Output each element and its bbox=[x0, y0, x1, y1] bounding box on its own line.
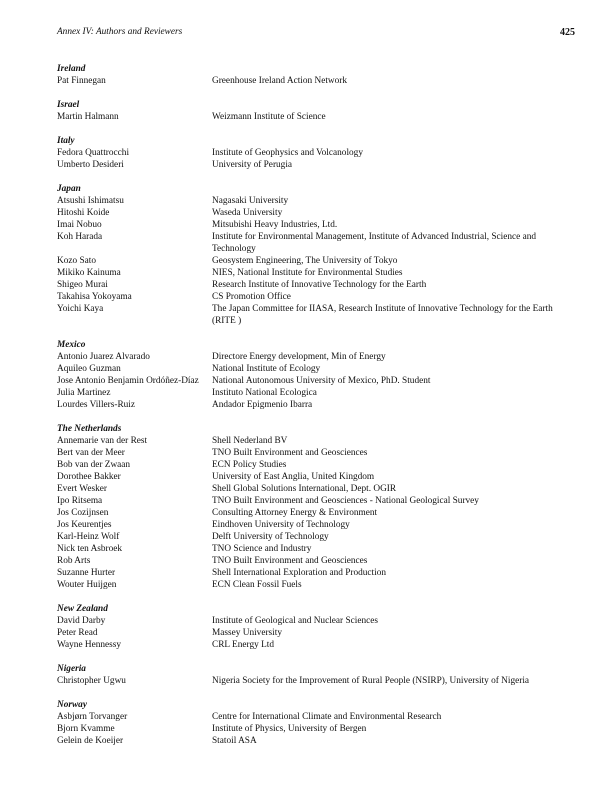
person-name: Karl-Heinz Wolf bbox=[57, 532, 120, 542]
country-name: Japan bbox=[57, 184, 81, 194]
person-affiliation: Delft University of Technology bbox=[212, 532, 329, 542]
authors-list bbox=[57, 63, 575, 759]
person-affiliation: Consulting Attorney Energy & Environment bbox=[212, 508, 378, 518]
list-item bbox=[57, 675, 575, 687]
list-item bbox=[57, 639, 575, 651]
person-name: Hitoshi Koide bbox=[57, 208, 110, 218]
person-name: David Darby bbox=[57, 616, 106, 626]
list-item bbox=[57, 267, 575, 279]
person-affiliation: Nagasaki University bbox=[212, 196, 289, 206]
person-affiliation: Geosystem Engineering, The University of Tokyo bbox=[212, 256, 398, 266]
list-item bbox=[57, 351, 575, 363]
person-name: Antonio Juarez Alvarado bbox=[57, 352, 150, 362]
person-name: Lourdes Villers-Ruiz bbox=[57, 400, 136, 410]
person-name: Imai Nobuo bbox=[57, 220, 102, 230]
list-item bbox=[57, 387, 575, 399]
person-name: Gelein de Koeijer bbox=[57, 736, 124, 746]
person-affiliation: Eindhoven University of Technology bbox=[212, 520, 350, 530]
list-item bbox=[57, 711, 575, 723]
person-affiliation: Andador Epigmenio Ibarra bbox=[212, 400, 313, 410]
list-item bbox=[57, 399, 575, 411]
country-section bbox=[57, 339, 575, 411]
page-header bbox=[57, 27, 575, 39]
person-name: Peter Read bbox=[57, 628, 98, 638]
person-name: Shigeo Murai bbox=[57, 280, 108, 290]
list-item bbox=[57, 111, 575, 123]
person-name: Umberto Desideri bbox=[57, 160, 124, 170]
country-name: Ireland bbox=[57, 64, 86, 74]
person-name: Evert Wesker bbox=[57, 484, 107, 494]
person-name: Aquileo Guzman bbox=[57, 364, 121, 374]
country-section bbox=[57, 423, 575, 591]
person-affiliation: The Japan Committee for IIASA, Research Institute of Innovative Technology for the Earth (RITE ) bbox=[212, 304, 553, 326]
country-section bbox=[57, 663, 575, 687]
person-affiliation: Shell Global Solutions International, Dept. OGIR bbox=[212, 484, 397, 494]
country-name: The Netherlands bbox=[57, 424, 122, 434]
person-affiliation: National Institute of Ecology bbox=[212, 364, 321, 374]
list-item bbox=[57, 159, 575, 171]
person-affiliation: CS Promotion Office bbox=[212, 292, 291, 302]
list-item bbox=[57, 279, 575, 291]
country-section bbox=[57, 99, 575, 123]
running-title: Annex IV: Authors and Reviewers bbox=[57, 27, 183, 37]
person-name: Martin Halmann bbox=[57, 112, 119, 122]
person-affiliation: Institute of Physics, University of Bergen bbox=[212, 724, 367, 734]
person-affiliation: TNO Science and Industry bbox=[212, 544, 312, 554]
person-affiliation: Centre for International Climate and Environmental Research bbox=[212, 712, 442, 722]
list-item bbox=[57, 495, 575, 507]
country-section bbox=[57, 699, 575, 747]
person-affiliation: TNO Built Environment and Geosciences bbox=[212, 556, 368, 566]
person-affiliation: Massey University bbox=[212, 628, 282, 638]
person-affiliation: Shell International Exploration and Production bbox=[212, 568, 387, 578]
person-affiliation: CRL Energy Ltd bbox=[212, 640, 274, 650]
person-name: Takahisa Yokoyama bbox=[57, 292, 132, 302]
list-item bbox=[57, 579, 575, 591]
list-item bbox=[57, 555, 575, 567]
list-item bbox=[57, 723, 575, 735]
person-affiliation: Directore Energy development, Min of Energy bbox=[212, 352, 386, 362]
person-affiliation: Institute for Environmental Management, Institute of Advanced Industrial, Science and Technology bbox=[212, 232, 537, 254]
person-name: Nick ten Asbroek bbox=[57, 544, 123, 554]
country-name: New Zealand bbox=[57, 604, 108, 614]
list-item bbox=[57, 531, 575, 543]
person-affiliation: Nigeria Society for the Improvement of Rural People (NSIRP), University of Nigeria bbox=[212, 676, 530, 686]
person-affiliation: Mitsubishi Heavy Industries, Ltd. bbox=[212, 220, 338, 230]
list-item bbox=[57, 195, 575, 207]
person-affiliation: Shell Nederland BV bbox=[212, 436, 288, 446]
country-section bbox=[57, 183, 575, 327]
person-name: Fedora Quattrocchi bbox=[57, 148, 130, 158]
person-name: Annemarie van der Rest bbox=[57, 436, 148, 446]
country-section bbox=[57, 63, 575, 87]
list-item bbox=[57, 519, 575, 531]
page-number: 425 bbox=[560, 27, 575, 38]
list-item bbox=[57, 255, 575, 267]
person-name: Atsushi Ishimatsu bbox=[57, 196, 124, 206]
list-item bbox=[57, 459, 575, 471]
list-item bbox=[57, 303, 575, 327]
list-item bbox=[57, 375, 575, 387]
list-item bbox=[57, 75, 575, 87]
person-affiliation: ECN Policy Studies bbox=[212, 460, 287, 470]
person-affiliation: Greenhouse Ireland Action Network bbox=[212, 76, 348, 86]
list-item bbox=[57, 447, 575, 459]
person-affiliation: Institute of Geological and Nuclear Sciences bbox=[212, 616, 378, 626]
country-name: Italy bbox=[57, 136, 75, 146]
person-affiliation: Weizmann Institute of Science bbox=[212, 112, 326, 122]
person-name: Jos Cozijnsen bbox=[57, 508, 109, 518]
person-name: Pat Finnegan bbox=[57, 76, 106, 86]
person-affiliation: Institute of Geophysics and Volcanology bbox=[212, 148, 363, 158]
person-name: Wouter Huijgen bbox=[57, 580, 117, 590]
list-item bbox=[57, 735, 575, 747]
country-section bbox=[57, 135, 575, 171]
person-name: Ipo Ritsema bbox=[57, 496, 103, 506]
person-name: Koh Harada bbox=[57, 232, 103, 242]
person-name: Jose Antonio Benjamin Ordóñez-Díaz bbox=[57, 376, 199, 386]
person-affiliation: Instituto National Ecologica bbox=[212, 388, 317, 398]
list-item bbox=[57, 231, 575, 255]
list-item bbox=[57, 615, 575, 627]
country-name: Israel bbox=[57, 100, 80, 110]
person-affiliation: University of East Anglia, United Kingdom bbox=[212, 472, 375, 482]
person-name: Yoichi Kaya bbox=[57, 304, 104, 314]
person-affiliation: Statoil ASA bbox=[212, 736, 257, 746]
person-affiliation: Research Institute of Innovative Technology for the Earth bbox=[212, 280, 427, 290]
country-name: Norway bbox=[57, 700, 87, 710]
person-affiliation: Waseda University bbox=[212, 208, 283, 218]
person-name: Bjorn Kvamme bbox=[57, 724, 115, 734]
person-name: Rob Arts bbox=[57, 556, 91, 566]
country-section bbox=[57, 603, 575, 651]
person-name: Bob van der Zwaan bbox=[57, 460, 131, 470]
list-item bbox=[57, 435, 575, 447]
person-affiliation: National Autonomous University of Mexico, PhD. Student bbox=[212, 376, 431, 386]
list-item bbox=[57, 471, 575, 483]
person-name: Julia Martinez bbox=[57, 388, 111, 398]
list-item bbox=[57, 147, 575, 159]
person-name: Dorothee Bakker bbox=[57, 472, 121, 482]
list-item bbox=[57, 483, 575, 495]
list-item bbox=[57, 567, 575, 579]
person-affiliation: ECN Clean Fossil Fuels bbox=[212, 580, 302, 590]
person-name: Asbjørn Torvanger bbox=[57, 712, 128, 722]
person-name: Jos Keurentjes bbox=[57, 520, 112, 530]
person-name: Mikiko Kainuma bbox=[57, 268, 121, 278]
list-item bbox=[57, 627, 575, 639]
person-affiliation: TNO Built Environment and Geosciences - National Geological Survey bbox=[212, 496, 479, 506]
person-affiliation: TNO Built Environment and Geosciences bbox=[212, 448, 368, 458]
list-item bbox=[57, 543, 575, 555]
list-item bbox=[57, 219, 575, 231]
person-name: Kozo Sato bbox=[57, 256, 96, 266]
person-name: Bert van der Meer bbox=[57, 448, 125, 458]
list-item bbox=[57, 291, 575, 303]
list-item bbox=[57, 363, 575, 375]
person-name: Suzanne Hurter bbox=[57, 568, 116, 578]
person-affiliation: University of Perugia bbox=[212, 160, 293, 170]
country-name: Mexico bbox=[57, 340, 86, 350]
list-item bbox=[57, 507, 575, 519]
person-name: Wayne Hennessy bbox=[57, 640, 122, 650]
list-item bbox=[57, 207, 575, 219]
person-affiliation: NIES, National Institute for Environmental Studies bbox=[212, 268, 403, 278]
country-name: Nigeria bbox=[57, 664, 86, 674]
person-name: Christopher Ugwu bbox=[57, 676, 126, 686]
